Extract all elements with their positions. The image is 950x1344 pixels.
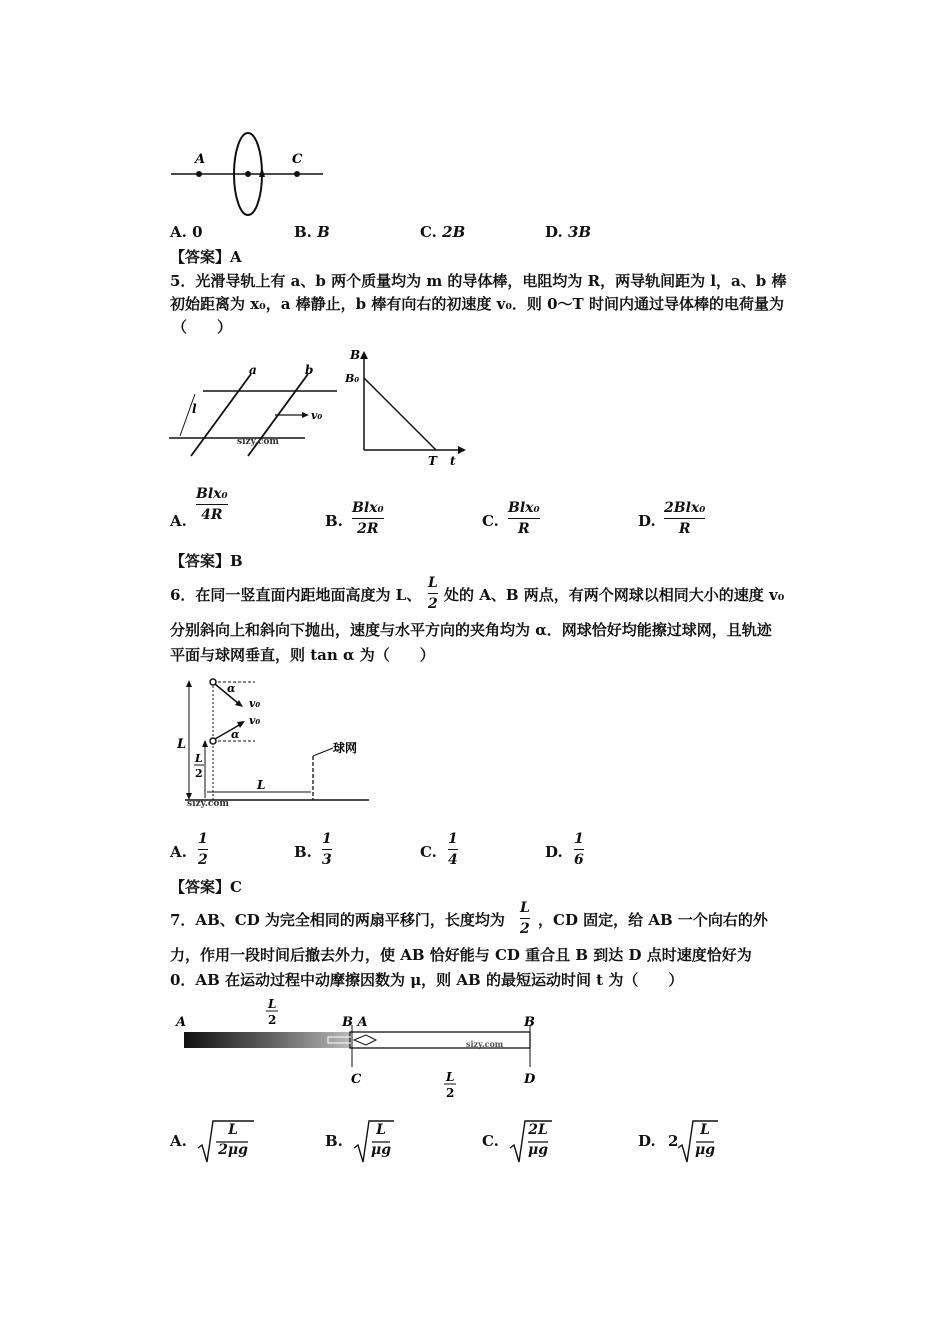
q5-option-d-den: R	[678, 521, 691, 537]
q4-point-c	[294, 171, 300, 177]
q6-line3: 平面与球网垂直，则 tan α 为（ ）	[170, 646, 435, 664]
q4-option-d-letter: D.	[545, 223, 563, 241]
q6-watermark: sizy.com	[187, 799, 229, 809]
q5-rails-figure	[165, 360, 345, 460]
q6-label-v0b: v₀	[249, 714, 261, 727]
q4-label-a: A	[195, 152, 206, 167]
q5-v0-arrow-icon	[302, 412, 309, 418]
q7-option-d-coef: 2	[668, 1132, 679, 1150]
q7-watermark: sizy.com	[466, 1039, 504, 1049]
q5-option-b-fraction	[352, 500, 384, 537]
q5-answer: 【答案】B	[170, 552, 243, 570]
q7-line2: 力，作用一段时间后撤去外力，使 AB 恰好能与 CD 重合且 B 到达 D 点时速度恰好为	[170, 946, 752, 964]
q5-option-c-den: R	[518, 521, 530, 537]
q7-figure	[170, 995, 550, 1105]
q6-label-half-num: L	[195, 752, 203, 765]
q6-line1-a: 6．在同一竖直面内距地面高度为 L、	[170, 586, 422, 604]
q5-watermark: sizy.com	[237, 437, 279, 447]
q4-option-c-letter: C.	[420, 223, 437, 241]
q6-option-a-fraction	[198, 831, 208, 868]
q4-figure	[165, 125, 335, 220]
q4-point-a	[196, 171, 202, 177]
q7-option-a-den: 2μg	[218, 1142, 248, 1158]
q6-label-alpha1: α	[227, 682, 236, 695]
q5-line1: 5．光滑导轨上有 a、b 两个质量均为 m 的导体棒，电阻均为 R，两导轨间距为 l，a、b 棒	[170, 272, 787, 290]
q6-option-c-num: 1	[448, 831, 458, 847]
q5-x-arrow-icon	[458, 446, 466, 454]
q7-label-top-den: 2	[268, 1013, 277, 1027]
q5-option-b-num: Blx₀	[352, 500, 384, 516]
q5-option-c-letter: C.	[482, 512, 499, 530]
q6-option-a-den: 2	[198, 852, 208, 868]
q4-option-a-letter: A.	[170, 223, 187, 241]
q6-option-c-den: 4	[448, 852, 458, 868]
q7-line1-b: ，CD 固定，给 AB 一个向右的外	[538, 911, 768, 929]
q6-frac-den: 2	[428, 596, 438, 612]
q7-option-c-letter: C.	[482, 1132, 499, 1150]
q5-graph-label-T: T	[428, 454, 437, 468]
q6-velocity-up-arrow-icon	[237, 721, 245, 728]
q6-option-b-num: 1	[322, 831, 332, 847]
q7-line1-fraction	[520, 900, 530, 937]
q5-graph-label-B: B	[350, 348, 361, 362]
q4-arrow-icon	[259, 167, 265, 177]
q6-net-leader	[313, 748, 333, 756]
q6-label-net: 球网	[333, 741, 358, 755]
q5-option-b-letter: B.	[325, 512, 343, 530]
q6-frac-num: L	[428, 575, 438, 591]
q6-option-a-letter: A.	[170, 843, 187, 861]
q4-option-c	[420, 223, 465, 241]
q7-option-a-num: L	[228, 1122, 238, 1138]
q6-option-d-fraction	[574, 831, 584, 868]
q6-line2: 分别斜向上和斜向下抛出，速度与水平方向的夹角均为 α．网球恰好均能擦过球网，且轨迹	[170, 621, 772, 639]
q5-graph-line	[364, 378, 436, 450]
q6-label-half-den: 2	[195, 767, 203, 780]
q7-label-A: A	[176, 1015, 187, 1030]
q4-option-a	[170, 223, 203, 241]
q6-label-Lbottom: L	[257, 778, 266, 792]
q6-label-v0a: v₀	[249, 697, 261, 710]
q5-option-d-fraction	[664, 500, 705, 537]
q6-label-L: L	[177, 737, 187, 752]
q4-option-d	[545, 223, 591, 241]
q7-option-c-fraction	[524, 1122, 552, 1158]
q7-option-b-den: μg	[370, 1142, 392, 1158]
q6-option-b-letter: B.	[294, 843, 312, 861]
q6-label-alpha2: α	[231, 728, 240, 741]
q6-line1-fraction	[428, 575, 438, 612]
q4-option-c-value: 2B	[442, 223, 466, 241]
q5-option-d-num: 2Blx₀	[664, 500, 706, 516]
q5-option-a-den: 4R	[201, 507, 223, 523]
q7-label-bot-den: 2	[446, 1086, 455, 1100]
q5-label-a: a	[249, 363, 257, 377]
q6-answer: 【答案】C	[170, 878, 242, 896]
q5-option-b-den: 2R	[357, 521, 379, 537]
q6-half-L-arrow-icon	[202, 740, 208, 747]
q4-option-b-value: B	[317, 223, 330, 241]
q7-option-d-num: L	[700, 1122, 710, 1138]
q6-L-top-arrow-icon	[186, 680, 192, 687]
q7-door-ab	[184, 1032, 352, 1048]
q7-line3: 0．AB 在运动过程中动摩擦因数为 μ，则 AB 的最短运动时间 t 为（ ）	[170, 971, 684, 989]
q7-option-b-fraction	[368, 1122, 394, 1158]
q7-option-d-fraction	[692, 1122, 718, 1158]
q6-line1-b: 处的 A、B 两点，有两个网球以相同大小的速度 v₀	[444, 586, 785, 604]
q5-option-a-fraction	[196, 486, 228, 523]
q4-option-b	[294, 223, 330, 241]
q5-option-d-letter: D.	[638, 512, 656, 530]
q4-answer: 【答案】A	[170, 248, 242, 266]
q7-option-c-num: 2L	[528, 1122, 548, 1138]
q6-option-b-den: 3	[322, 852, 332, 868]
q5-graph-label-B0: B₀	[345, 372, 360, 385]
q7-option-b-letter: B.	[325, 1132, 343, 1150]
q7-frac-num: L	[520, 900, 530, 916]
q6-option-d-letter: D.	[545, 843, 563, 861]
q5-graph-label-t: t	[450, 454, 456, 468]
q7-option-d-letter: D.	[638, 1132, 656, 1150]
q7-option-c-den: μg	[527, 1142, 549, 1158]
q6-option-c-fraction	[448, 831, 458, 868]
q7-option-b-num: L	[376, 1122, 386, 1138]
q7-line1-a: 7．AB、CD 为完全相同的两扇平移门，长度均为	[170, 911, 505, 929]
q6-option-d-num: 1	[574, 831, 584, 847]
q5-label-b: b	[305, 363, 314, 377]
q6-option-d-den: 6	[574, 852, 584, 868]
q5-line3: （ ）	[172, 318, 233, 336]
q4-option-a-value: 0	[192, 223, 203, 241]
q7-option-a-fraction	[214, 1122, 252, 1158]
q5-graph	[340, 345, 470, 470]
q7-label-C: C	[351, 1072, 362, 1087]
q4-point-center	[245, 171, 251, 177]
q6-figure	[165, 672, 375, 812]
q6-option-c-letter: C.	[420, 843, 437, 861]
q5-label-l: l	[192, 402, 197, 416]
q5-line2: 初始距离为 x₀，a 棒静止，b 棒有向右的初速度 v₀．则 0～T 时间内通过导体棒的电荷量为	[170, 295, 784, 313]
q7-label-D: D	[524, 1072, 536, 1087]
q6-option-b-fraction	[322, 831, 332, 868]
q4-label-c: C	[292, 152, 303, 167]
q7-frac-den: 2	[520, 921, 530, 937]
q5-label-v0: v₀	[311, 409, 323, 422]
q7-label-B: B	[524, 1015, 535, 1030]
q7-label-top-num: L	[268, 997, 277, 1011]
q5-option-a-letter: A.	[170, 512, 187, 530]
q5-option-c-num: Blx₀	[508, 500, 540, 516]
q7-option-a-letter: A.	[170, 1132, 187, 1150]
q5-y-arrow-icon	[360, 351, 368, 359]
q4-option-d-value: 3B	[567, 223, 592, 241]
q6-option-a-num: 1	[198, 831, 208, 847]
q7-label-BA: B A	[342, 1015, 368, 1030]
q7-label-bot-num: L	[446, 1070, 455, 1084]
q5-option-c-fraction	[508, 500, 540, 537]
q4-option-b-letter: B.	[294, 223, 312, 241]
q7-option-d-den: μg	[694, 1142, 716, 1158]
q5-option-a-num: Blx₀	[196, 486, 228, 502]
